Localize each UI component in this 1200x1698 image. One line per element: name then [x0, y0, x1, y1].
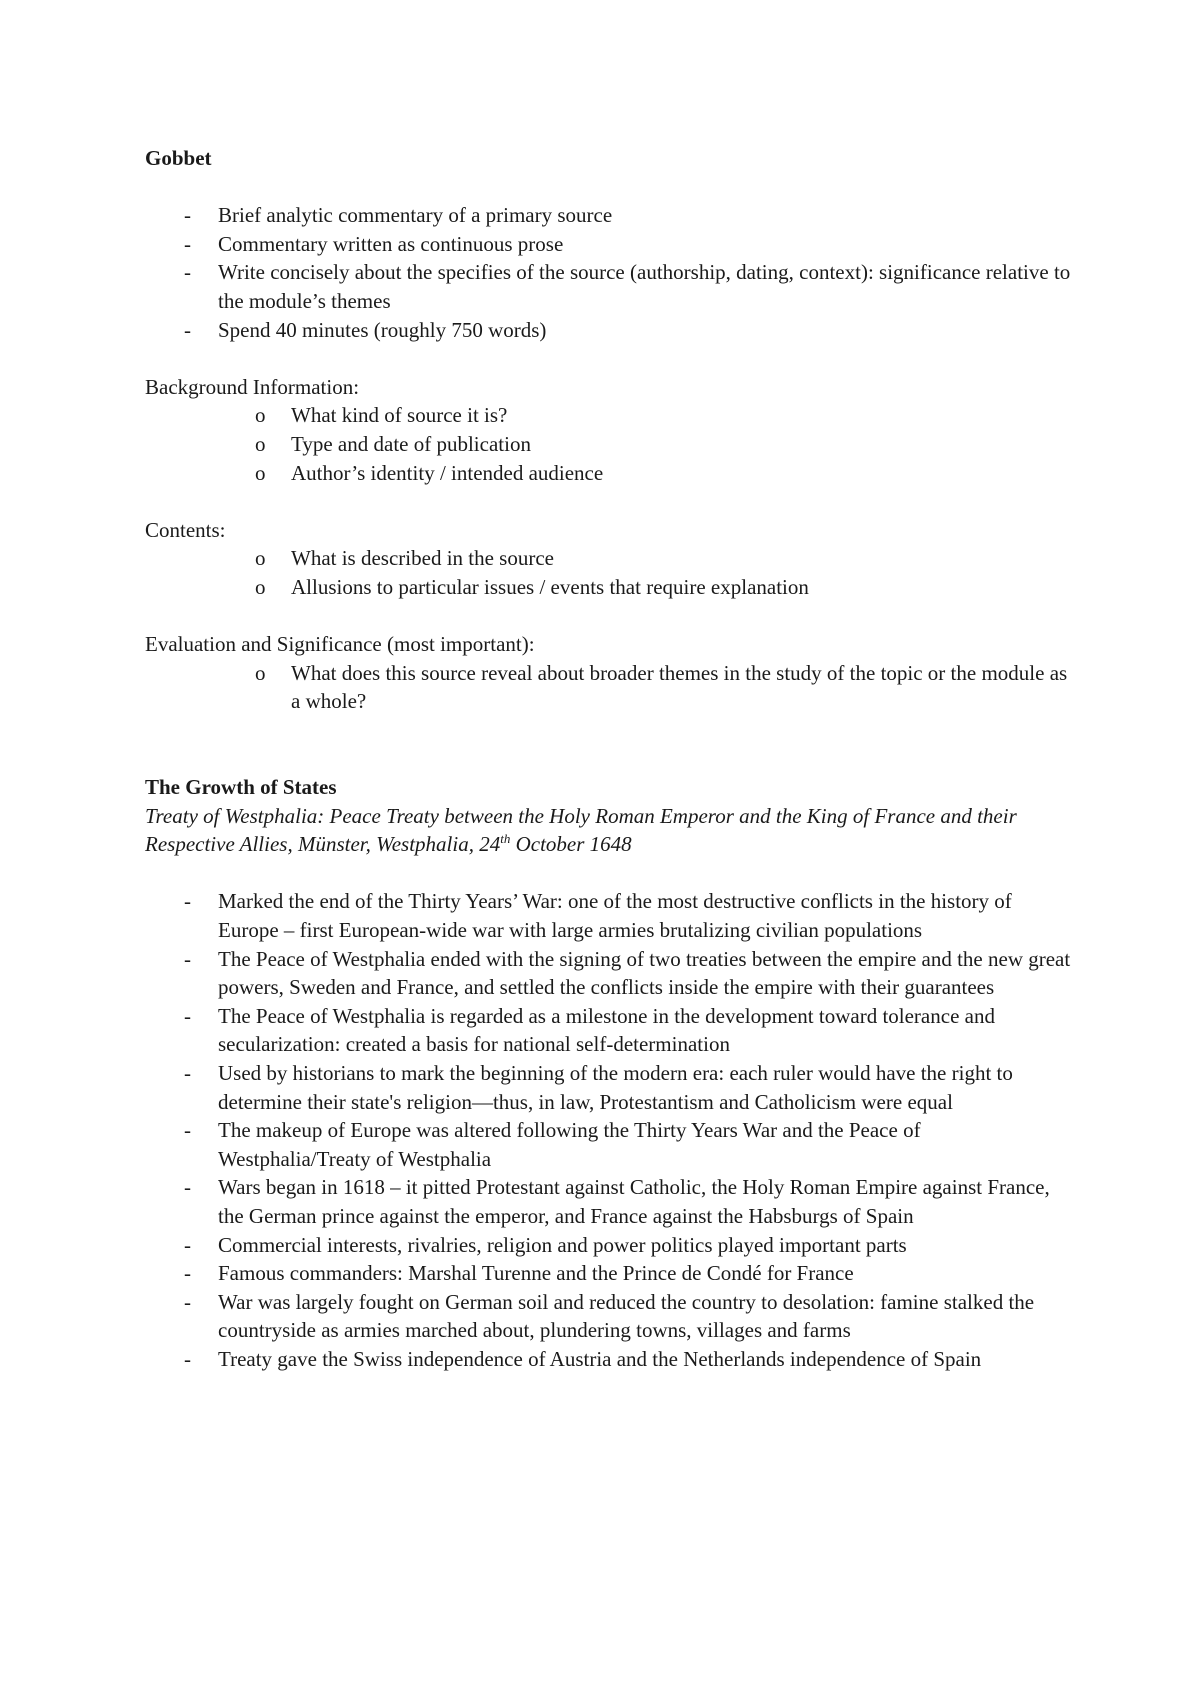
dash-marker: - [184, 1061, 191, 1085]
dash-marker: - [184, 231, 191, 256]
dash-marker: - [184, 203, 191, 228]
spacer [145, 859, 1075, 888]
growth-bullet-list [145, 887, 1075, 1373]
growth-bullet [145, 1173, 1075, 1230]
item-text: What is described in the source [291, 546, 554, 571]
growth-bullet [145, 1345, 1075, 1374]
bullet-text: Used by historians to mark the beginning of the modern era: each ruler would have the right to determine their state's religion—thus, in law, Protestantism and Catholicism were equal [218, 1061, 1013, 1114]
bullet-text: Marked the end of the Thirty Years’ War: one of the most destructive conflicts in the history of Europe – first European-wide war with large armies brutalizing civilian populations [218, 889, 1012, 943]
item-text: What kind of source it is? [291, 403, 508, 428]
item-text: Allusions to particular issues / events that require explanation [291, 574, 809, 599]
growth-bullet [145, 1002, 1075, 1059]
bullet-text: Commentary written as continuous prose [218, 231, 564, 256]
growth-bullet [145, 1059, 1075, 1116]
contents-list [145, 544, 1075, 601]
dash-marker: - [184, 317, 191, 342]
growth-bullet [145, 1288, 1075, 1345]
dash-marker: - [184, 1003, 191, 1028]
contents-label: Contents: [145, 517, 226, 542]
contents-item [145, 573, 1075, 602]
circle-marker: o [255, 403, 266, 428]
circle-marker: o [255, 460, 266, 485]
growth-bullet [145, 1116, 1075, 1173]
dash-marker: - [184, 946, 191, 971]
dash-marker: - [184, 1261, 191, 1286]
subtitle-main: Treaty of Westphalia: Peace Treaty between the Holy Roman Emperor and the King of France and their Respective Allies, Münster, Westphalia, 24 [145, 803, 1017, 857]
dash-marker: - [184, 260, 191, 285]
bullet-text: Treaty gave the Swiss independence of Austria and the Netherlands independence of Spain [218, 1346, 982, 1371]
bullet-text: The makeup of Europe was altered following the Thirty Years War and the Peace of Westphalia/Treaty of Westphalia [218, 1118, 921, 1171]
background-item [145, 459, 1075, 488]
subtitle-superscript: th [500, 831, 511, 847]
dash-marker: - [184, 889, 191, 914]
bullet-text: Brief analytic commentary of a primary source [218, 203, 613, 228]
spacer [145, 487, 1075, 516]
background-item [145, 430, 1075, 459]
background-label: Background Information: [145, 374, 360, 399]
dash-marker: - [184, 1118, 191, 1143]
growth-bullet [145, 887, 1075, 944]
growth-bullet [145, 945, 1075, 1002]
spacer [145, 344, 1075, 373]
spacer [145, 173, 1075, 202]
gobbet-bullet [145, 230, 1075, 259]
bullet-text: Famous commanders: Marshal Turenne and the Prince de Condé for France [218, 1261, 854, 1286]
circle-marker: o [255, 660, 266, 685]
dash-marker: - [184, 1175, 191, 1200]
contents-item [145, 544, 1075, 573]
subtitle-date: October 1648 [510, 832, 632, 857]
evaluation-item [145, 659, 1075, 716]
spacer [145, 716, 1075, 745]
gobbet-bullet [145, 258, 1075, 315]
gobbet-bullet-list [145, 201, 1075, 344]
bullet-text: Commercial interests, rivalries, religion and power politics played important parts [218, 1232, 907, 1257]
circle-marker: o [255, 431, 266, 456]
gobbet-bullet [145, 316, 1075, 345]
item-text: Author’s identity / intended audience [291, 460, 604, 485]
growth-bullet [145, 1259, 1075, 1288]
bullet-text: The Peace of Westphalia is regarded as a milestone in the development toward tolerance and secularization: created a basis for national self-determination [218, 1003, 995, 1057]
spacer [145, 744, 1075, 773]
bullet-text: Spend 40 minutes (roughly 750 words) [218, 317, 547, 342]
circle-marker: o [255, 574, 266, 599]
growth-heading: The Growth of States [145, 775, 337, 800]
treaty-subtitle [145, 802, 1075, 859]
item-text: What does this source reveal about broader themes in the study of the topic or the module as a whole? [291, 660, 1068, 714]
dash-marker: - [184, 1232, 191, 1257]
spacer [145, 602, 1075, 631]
circle-marker: o [255, 546, 266, 571]
bullet-text: The Peace of Westphalia ended with the signing of two treaties between the empire and the new great powers, Sweden and France, and settled the conflicts inside the empire with their guarantees [218, 946, 1071, 1000]
dash-marker: - [184, 1289, 191, 1314]
evaluation-list [145, 659, 1075, 716]
gobbet-heading: Gobbet [145, 146, 212, 170]
bullet-text: War was largely fought on German soil and reduced the country to desolation: famine stalked the countryside as armies marched about, plundering towns, villages and farms [218, 1289, 1035, 1343]
background-item [145, 401, 1075, 430]
evaluation-label: Evaluation and Significance (most important): [145, 632, 535, 657]
bullet-text: Write concisely about the specifies of the source (authorship, dating, context): significance relative to the module’s themes [218, 260, 1071, 313]
document-page [145, 144, 1075, 1374]
dash-marker: - [184, 1346, 191, 1371]
gobbet-bullet [145, 201, 1075, 230]
background-list [145, 401, 1075, 487]
item-text: Type and date of publication [291, 431, 531, 456]
growth-bullet [145, 1231, 1075, 1260]
bullet-text: Wars began in 1618 – it pitted Protestant against Catholic, the Holy Roman Empire against France, the German prince against the emperor, and France against the Habsburgs of Spain [218, 1175, 1050, 1228]
